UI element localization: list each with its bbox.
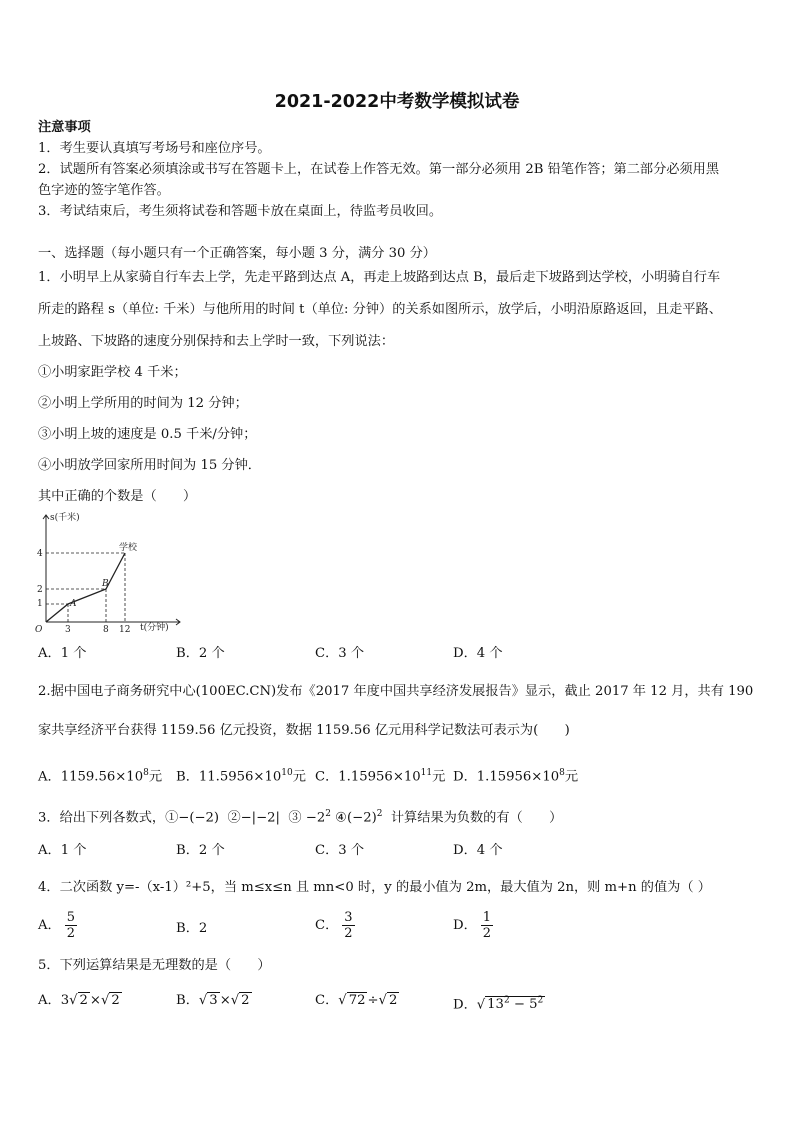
q5-option-a: A．3√ 2 ×√ 2: [38, 993, 120, 1008]
note-3: 3．考试结束后，考生须将试卷和答题卡放在桌面上，待监考员收回。: [38, 204, 443, 219]
q1-statement-4: ④小明放学回家所用时间为 15 分钟．: [38, 458, 261, 473]
q2-option-c: C．$1.15956\times 10^{11}$元: [315, 768, 446, 785]
q1-statement-2: ②小明上学所用的时间为 12 分钟；: [38, 396, 248, 411]
q5-text: 5．下列运算结果是无理数的是（ ）: [38, 958, 271, 973]
graph-origin: O: [35, 625, 43, 635]
q2-line-1: 2.据中国电子商务研究中心(100EC.CN)发布《2017 年度中国共享经济发展报告》显示，截止 2017 年 12 月，共有 190: [38, 684, 754, 699]
distance-line: [46, 553, 125, 622]
q1-option-b: B．2 个: [176, 646, 225, 661]
q2-option-a: A．$1159.56\times 10^8$元: [38, 768, 163, 785]
note-1: 1．考生要认真填写考场号和座位序号。: [38, 141, 271, 156]
q1-line-1: 1．小明早上从家骑自行车去上学，先走平路到达点 A，再走上坡路到达点 B，最后走下坡路到达学校，小明骑自行车: [38, 270, 721, 285]
graph-ytick-1: 1: [37, 599, 43, 609]
graph-point-b: B: [102, 579, 109, 589]
graph-school: 学校: [119, 543, 138, 553]
q1-option-a: A．1 个: [38, 646, 87, 661]
graph-xtick-12: 12: [119, 625, 131, 635]
q3-text: 3．给出下列各数式，①−(−2) ②−|−2| ③ $-2^2$ $④(-2)^2$ 计算结果为负数的有（ ）: [38, 809, 563, 826]
q4-option-b: B．2: [176, 921, 208, 936]
notes-heading: 注意事项: [38, 120, 91, 135]
q3-option-a: A．1 个: [38, 843, 87, 858]
q2-line-2: 家共享经济平台获得 1159.56 亿元投资，数据 1159.56 亿元用科学记数法可表示为( ): [38, 723, 570, 738]
q5-option-c: C．√ 72 ÷√ 2: [315, 993, 398, 1008]
q5-option-b: B．√ 3 ×√ 2: [176, 993, 250, 1008]
q1-line-2: 所走的路程 s（单位: 千米）与他所用的时间 t（单位: 分钟）的关系如图所示，放学后，小明沿原路返回，且走平路、: [38, 302, 722, 317]
q4-option-d: D． $\frac{1}{2}$: [453, 910, 492, 941]
graph-point-a: A: [70, 599, 77, 609]
q5-option-d: D．√ $13^2 - 5^2$: [453, 996, 544, 1013]
q4-option-a: A． $\frac{5}{2}$: [38, 910, 75, 941]
q3-option-d: D．4 个: [453, 843, 503, 858]
graph-xtick-3: 3: [65, 625, 71, 635]
q3-option-c: C．3 个: [315, 843, 365, 858]
note-2-line-2: 色字迹的签字笔作答。: [38, 183, 170, 198]
q2-option-b: B．$11.5956\times 10^{10}$元: [176, 768, 306, 785]
graph-ytick-2: 2: [37, 585, 43, 595]
q1-line-3: 上坡路、下坡路的速度分别保持和去上学时一致，下列说法：: [38, 334, 395, 349]
section-heading: 一、选择题（每小题只有一个正确答案，每小题 3 分，满分 30 分）: [38, 246, 436, 261]
q4-text: 4．二次函数 y=-（x-1）²+5，当 m≤x≤n 且 mn<0 时，y 的最小值为 2m，最大值为 2n，则 m+n 的值为（ ）: [38, 880, 711, 895]
q1-ask: 其中正确的个数是（ ）: [38, 489, 197, 504]
graph-ytick-4: 4: [37, 549, 43, 559]
q3-option-b: B．2 个: [176, 843, 225, 858]
page-title: 2021-2022中考数学模拟试卷: [274, 92, 520, 112]
q2-option-d: D．$1.15956\times 10^8$元: [453, 768, 579, 785]
note-2-line-1: 2．试题所有答案必须填涂或书写在答题卡上，在试卷上作答无效。第一部分必须用 2B 铅笔作答；第二部分必须用黑: [38, 162, 720, 177]
graph-xtick-8: 8: [103, 625, 109, 635]
q1-graph: [30, 505, 190, 635]
graph-xlabel: t(分钟): [140, 623, 169, 633]
q1-statement-3: ③小明上坡的速度是 0.5 千米/分钟；: [38, 427, 257, 442]
q1-statement-1: ①小明家距学校 4 千米；: [38, 365, 187, 380]
q1-option-d: D．4 个: [453, 646, 503, 661]
q4-option-c: C． $\frac{3}{2}$: [315, 910, 353, 941]
graph-ylabel: s(千米): [50, 513, 80, 523]
q1-option-c: C．3 个: [315, 646, 365, 661]
